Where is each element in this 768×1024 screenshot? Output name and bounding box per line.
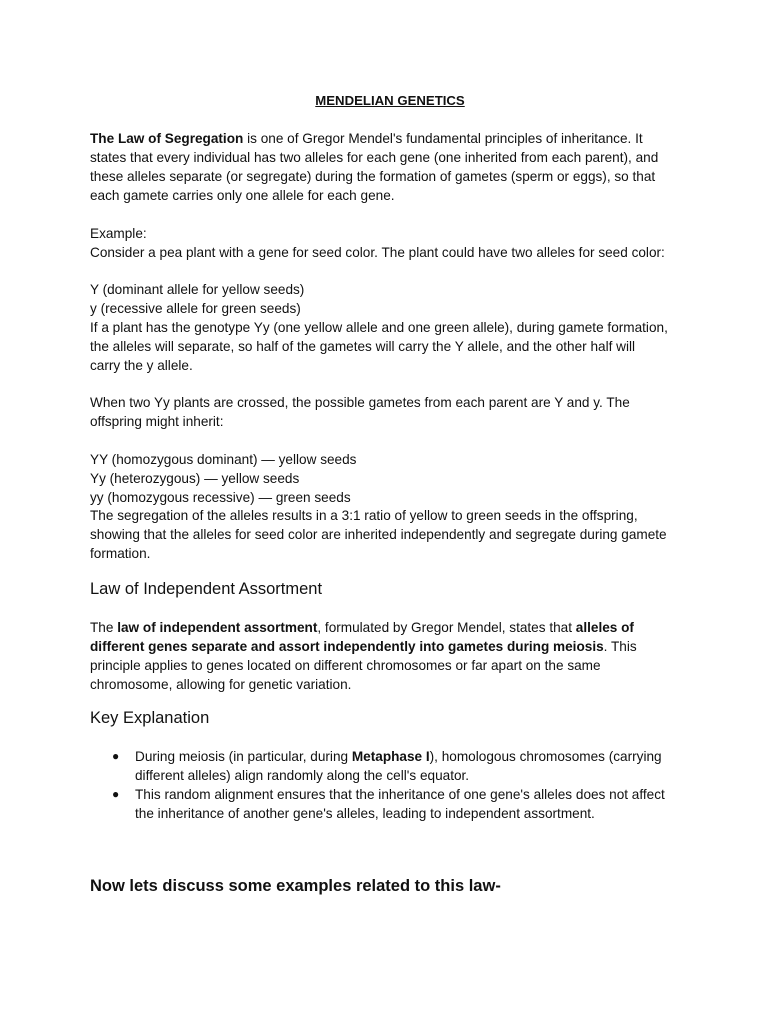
alleles-line-3: carry the y allele. <box>90 358 193 373</box>
law-of-segregation-term: The Law of Segregation <box>90 131 244 146</box>
bullet-1-line-2: different alleles) align randomly along the cell's equator. <box>135 768 470 783</box>
genotype-homozygous-recessive: yy (homozygous recessive) — green seeds <box>90 490 351 505</box>
independent-assortment-heading: Law of Independent Assortment <box>90 580 323 598</box>
intro-line-4: each gamete carries only one allele for each gene. <box>90 188 395 203</box>
segregation-line-1: The segregation of the alleles results in a 3:1 ratio of yellow to green seeds in the offspring, <box>90 508 638 523</box>
intro-line-1: The Law of Segregation is one of Gregor Mendel's fundamental principles of inheritance. It <box>90 131 643 146</box>
document-title: MENDELIAN GENETICS <box>315 93 465 108</box>
segregation-line-2: showing that the alleles for seed color are inherited independently and segregate during gamete <box>90 527 667 542</box>
alleles-line-2: the alleles will separate, so half of the gametes will carry the Y allele, and the other half will <box>90 339 636 354</box>
intro-line-2: states that every individual has two alleles for each gene (one inherited from each parent), and <box>90 150 659 165</box>
cross-line-1: When two Yy plants are crossed, the possible gametes from each parent are Y and y. The <box>90 395 630 410</box>
independent-line-3: principle applies to genes located on different chromosomes or far apart on the same <box>90 658 601 673</box>
segregation-line-3: formation. <box>90 546 151 561</box>
independent-line-1: The law of independent assortment, formulated by Gregor Mendel, states that alleles of <box>90 620 634 635</box>
key-explanation-heading: Key Explanation <box>90 709 210 727</box>
allele-recessive: y (recessive allele for green seeds) <box>90 301 301 316</box>
examples-heading: Now lets discuss some examples related to this law- <box>90 877 501 895</box>
independent-line-2: different genes separate and assort independently into gametes during meiosis. This <box>90 639 637 654</box>
alleles-line-1: If a plant has the genotype Yy (one yellow allele and one green allele), during gamete formation, <box>90 320 668 335</box>
example-label: Example: <box>90 226 147 241</box>
independent-assortment-term: law of independent assortment <box>117 620 318 635</box>
bullet-2-line-1: This random alignment ensures that the inheritance of one gene's alleles does not affect <box>135 787 665 802</box>
metaphase-term: Metaphase I <box>351 749 430 764</box>
genotype-homozygous-dominant: YY (homozygous dominant) — yellow seeds <box>90 452 357 467</box>
bullet-1-line-1: During meiosis (in particular, during Metaphase I), homologous chromosomes (carrying <box>135 749 662 764</box>
cross-line-2: offspring might inherit: <box>90 414 224 429</box>
intro-line-3: these alleles separate (or segregate) during the formation of gametes (sperm or eggs), so that <box>90 169 656 184</box>
bullet-2-line-2: the inheritance of another gene's alleles, leading to independent assortment. <box>135 806 595 821</box>
bullet-icon: ● <box>112 787 120 801</box>
example-line-1: Consider a pea plant with a gene for seed color. The plant could have two alleles for seed color: <box>90 245 665 260</box>
independent-line-4: chromosome, allowing for genetic variation. <box>90 677 352 692</box>
genotype-heterozygous: Yy (heterozygous) — yellow seeds <box>90 471 300 486</box>
bullet-icon: ● <box>112 749 120 763</box>
allele-dominant: Y (dominant allele for yellow seeds) <box>90 282 305 297</box>
